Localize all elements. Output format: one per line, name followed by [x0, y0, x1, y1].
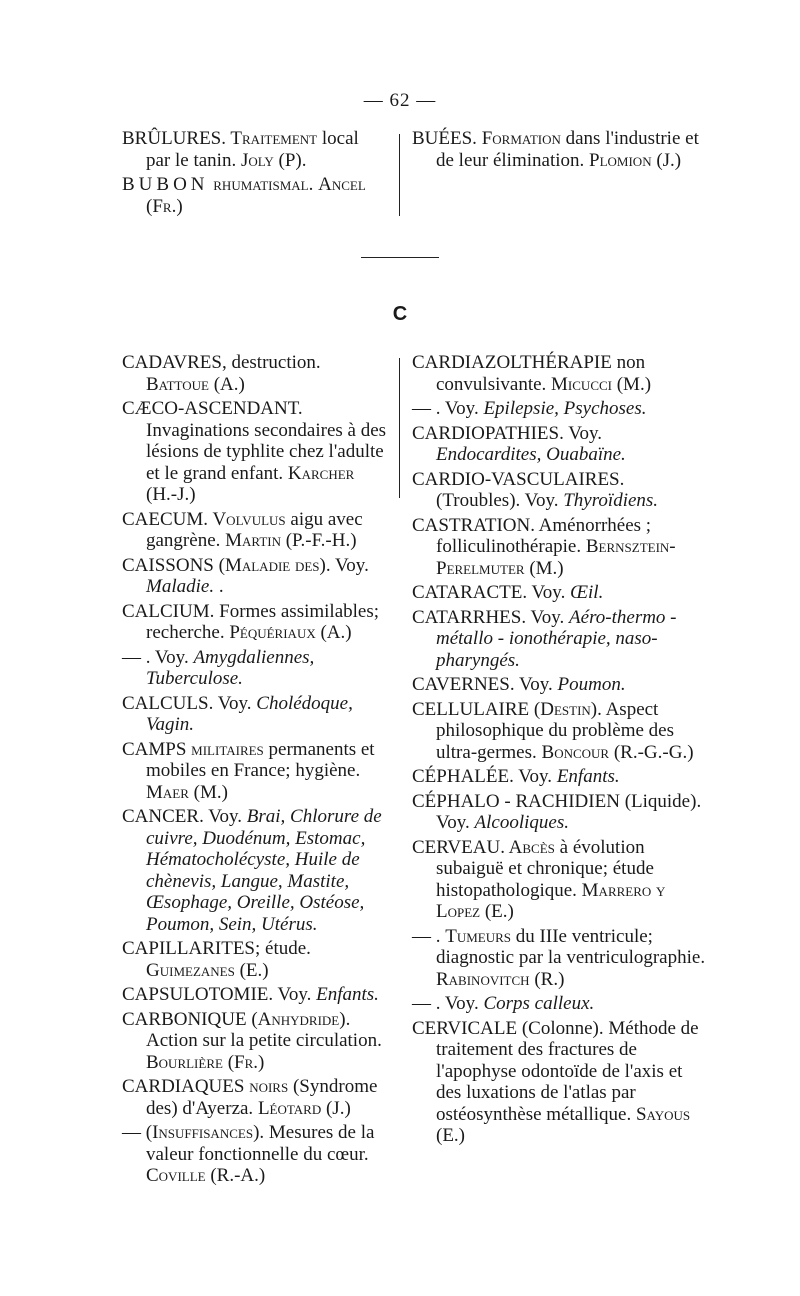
small-caps-text: Abcès [504, 836, 555, 858]
entry-text: ). Mesures de la valeur fonctionnelle du cœur. [146, 1122, 375, 1165]
entry-heading: CARDIAZOLTHÉRAPIE [412, 352, 612, 373]
index-entry [122, 984, 387, 1006]
entry-text: (H.-J.) [146, 484, 196, 505]
entry-text: . Voy. [431, 398, 484, 419]
cross-reference: Enfants. [316, 984, 379, 1005]
small-caps-text: rhumatismal. [208, 174, 314, 195]
index-entry [122, 1076, 387, 1119]
index-entry [412, 837, 712, 923]
entry-heading: CÉPHALÉE. [412, 766, 514, 787]
small-caps-text: Anhydride [257, 1008, 340, 1030]
entry-heading: CELLULAIRE [412, 698, 530, 720]
cross-reference: Thyroïdiens. [563, 490, 659, 511]
cross-reference: Epilepsie, Psychoses. [483, 398, 647, 419]
cross-reference: Endocardites, Ouabaïne. [436, 444, 626, 465]
small-caps-text: Volvulus [208, 508, 286, 530]
entry-text: (A.) [315, 622, 352, 643]
entry-heading: CERVEAU. [412, 836, 505, 858]
left-column [122, 352, 387, 1190]
entry-text: ) [176, 195, 183, 217]
right-column [412, 352, 712, 1150]
entry-text: . Voy. [141, 646, 194, 668]
entry-text: Voy. [513, 766, 557, 787]
index-entry [412, 352, 712, 395]
small-caps-text: Fr. [152, 195, 177, 217]
entry-heading: CAMPS [122, 738, 187, 760]
entry-text: (Troubles). Voy. [436, 490, 564, 511]
small-caps-text: Boncour [541, 741, 610, 763]
index-entry [412, 398, 712, 420]
entry-text: Voy. [273, 984, 317, 1005]
cross-reference: Cholédoque, Vagin. [146, 692, 353, 735]
entry-heading: CATARRHES. [412, 606, 527, 628]
small-caps-text: Maer [146, 781, 189, 803]
entry-text: (A.) [208, 373, 245, 395]
column-divider [399, 134, 400, 216]
small-caps-text: Karcher [287, 462, 355, 484]
small-caps-text: Formation [476, 128, 561, 149]
index-entry [122, 555, 387, 598]
cross-reference: Maladie. [146, 576, 215, 597]
index-entry [412, 674, 712, 696]
entry-text: ( [529, 698, 541, 720]
small-caps-text: Guimezanes [146, 959, 235, 981]
entry-heading: CAECUM. [122, 508, 209, 530]
top-right-column [412, 128, 712, 174]
entry-text: (R.-A.) [205, 1165, 266, 1186]
entry-text: (J.) [321, 1097, 351, 1119]
index-entry [412, 993, 712, 1015]
entry-heading: CAPSULOTOMIE. [122, 984, 274, 1005]
entry-text: (P.-F.-H.) [280, 530, 357, 551]
small-caps-text: Bourlière [146, 1051, 223, 1073]
entry-heading: CADAVRES, [122, 352, 227, 373]
small-caps-text: Léotard [257, 1097, 322, 1119]
small-caps-text: Micucci [551, 373, 612, 395]
entry-heading: — [122, 1122, 141, 1143]
small-caps-text: Destin [540, 698, 591, 720]
entry-text: (E.) [480, 901, 514, 922]
index-entry [122, 509, 387, 552]
entry-heading: CAVERNES. [412, 674, 515, 695]
top-left-column [122, 128, 387, 220]
entry-heading: CANCER. [122, 806, 204, 827]
small-caps-text: Sayous [635, 1103, 691, 1125]
entry-text: du IIIe ventricule; diagnostic par la ventriculographie. [436, 925, 706, 968]
entry-text: . [431, 925, 446, 947]
small-caps-text: Plomion [589, 149, 652, 171]
cross-reference: Œil. [570, 582, 604, 603]
entry-heading: CARDIOPATHIES. [412, 422, 564, 444]
entry-heading: CALCULS. [122, 692, 214, 714]
cross-reference: Poumon. [557, 674, 626, 695]
entry-text: (Syndrome des) d'Ayerza. [146, 1076, 378, 1119]
entry-heading: CAPILLARITES; [122, 938, 261, 959]
entry-heading: CALCIUM. [122, 600, 215, 622]
entry-heading: — [412, 925, 431, 947]
entry-heading: BUÉES. [412, 128, 477, 149]
small-caps-text: Joly [240, 149, 274, 171]
entry-text: Aménorrhées ; folliculinothérapie. [436, 514, 652, 557]
index-entry [412, 128, 712, 171]
index-entry [412, 582, 712, 604]
entry-text: à évolution subaiguë et chronique; étude histopathologique. [436, 836, 654, 901]
index-entry [122, 601, 387, 644]
small-caps-text: noirs [244, 1076, 289, 1097]
entry-text: Voy. [514, 674, 558, 695]
small-caps-text: Marrero y Lopez [436, 879, 666, 922]
small-caps-text: Traitement [226, 128, 318, 149]
entry-text: ). Voy. [319, 554, 369, 576]
entry-text: (E.) [234, 959, 269, 981]
entry-heading: CARDIO-VASCULAIRES. [412, 468, 625, 490]
index-entry [122, 128, 387, 171]
small-caps-text: Péquériaux [229, 622, 316, 643]
entry-text: ). Aspect philosophique du problème des ultra-germes. [436, 698, 674, 763]
entry-text: ( [146, 195, 153, 217]
section-rule [361, 257, 439, 258]
small-caps-text: Maladie des [224, 554, 320, 576]
entry-heading: — [412, 993, 431, 1014]
entry-text: (M.) [524, 557, 564, 579]
page-number: — 62 — [363, 90, 437, 111]
entry-text: (M.) [188, 781, 228, 803]
entry-text: (M.) [611, 373, 652, 395]
small-caps-text: Bernsztein-Perelmuter [436, 536, 676, 579]
entry-text: étude. [260, 938, 311, 959]
entry-text: Voy. [213, 692, 257, 714]
index-entry [122, 693, 387, 736]
entry-text: . Voy. [431, 993, 484, 1014]
entry-heading: CASTRATION. [412, 514, 535, 536]
entry-text: . [214, 576, 224, 597]
index-entry [122, 938, 387, 981]
entry-text: Formes assimilables; recherche. [146, 600, 380, 643]
entry-text: dans l'industrie et de leur élimination. [436, 128, 699, 171]
entry-heading: CÆCO-ASCENDANT. [122, 398, 303, 419]
small-caps-text: Fr. [234, 1051, 259, 1073]
entry-text: Voy. [526, 606, 570, 628]
small-caps-text: Coville [146, 1165, 206, 1186]
index-entry [122, 647, 387, 690]
entry-heading: CAISSONS [122, 554, 214, 576]
index-entry [412, 791, 712, 834]
entry-text: ( [141, 1122, 153, 1143]
entry-text: ) [258, 1051, 265, 1073]
index-entry [412, 607, 712, 672]
index-entry [412, 1018, 712, 1147]
entry-heading: CATARACTE. [412, 582, 528, 603]
index-entry [122, 739, 387, 804]
entry-text: ( [213, 554, 225, 576]
small-caps-text: Martin [225, 530, 281, 551]
entry-heading: CERVICALE [412, 1017, 518, 1039]
cross-reference: Corps calleux. [483, 993, 595, 1014]
entry-heading: — [122, 646, 141, 668]
index-entry [412, 699, 712, 764]
entry-text: (J.) [651, 149, 682, 171]
entry-heading: — [412, 398, 431, 419]
column-divider [399, 358, 400, 498]
entry-text: Invaginations secondaires à des lésions de typhlite chez l'adulte et le grand enfant. [146, 419, 387, 484]
small-caps-text: militaires [186, 738, 264, 760]
entry-text: Voy. [203, 806, 247, 827]
index-entry [412, 423, 712, 466]
entry-text: (E.) [436, 1125, 466, 1146]
entry-text: Voy. [527, 582, 571, 603]
cross-reference: Aéro-thermo - métallo - ionothérapie, naso-pharyngés. [436, 606, 677, 671]
entry-text: ( [222, 1051, 235, 1073]
index-entry [122, 174, 387, 217]
entry-text: local par le tanin. [146, 128, 359, 171]
entry-text: aigu avec gangrène. [146, 508, 363, 551]
index-entry [412, 926, 712, 991]
cross-reference: Alcooliques. [474, 812, 569, 833]
index-entry [122, 398, 387, 506]
section-letter: C [392, 303, 408, 325]
entry-text: (R.) [529, 968, 565, 990]
entry-heading: CARDIAQUES [122, 1076, 245, 1097]
small-caps-text: Rabinovitch [436, 968, 530, 990]
index-entry [412, 515, 712, 580]
entry-text: ( [246, 1008, 258, 1030]
index-entry [412, 469, 712, 512]
index-entry [122, 1009, 387, 1074]
index-entry [412, 766, 712, 788]
entry-text: non convulsivante. [436, 352, 646, 395]
index-entry [122, 1122, 387, 1187]
entry-text: destruction. [226, 352, 321, 373]
entry-text: permanents et mobiles en France; hygiène. [146, 738, 375, 781]
cross-reference: Brai, Chlorure de cuivre, Duodénum, Estomac, Hématocholécyste, Huile de chènevis, Langue, Mastite, Œsophage, Oreille, Ostéose, Poumon, Sein, Utérus. [146, 806, 382, 935]
entry-text: (Colonne). Méthode de traitement des fractures de l'apophyse odontoïde de l'axis et des luxations de l'atlas par ostéosynthèse métallique. [436, 1017, 699, 1125]
cross-reference: Enfants. [556, 766, 620, 787]
entry-text: (Liquide). Voy. [436, 790, 702, 833]
small-caps-text: Tumeurs [445, 925, 512, 947]
index-entry [122, 806, 387, 935]
entry-heading: BRÛLURES. [122, 128, 226, 149]
small-caps-text: Insuffisances [152, 1122, 254, 1143]
entry-heading: CÉPHALO - RACHIDIEN [412, 790, 620, 812]
entry-text: ). Action sur la petite circulation. [146, 1008, 382, 1051]
small-caps-text: Ancel [318, 174, 366, 195]
entry-text: Voy. [563, 422, 603, 444]
index-entry [122, 352, 387, 395]
entry-heading: CARBONIQUE [122, 1008, 247, 1030]
entry-heading: BUBON [122, 174, 209, 195]
cross-reference: Amygdaliennes, Tuberculose. [146, 646, 315, 689]
entry-text: (P). [273, 149, 307, 171]
small-caps-text: Battoue [146, 373, 209, 395]
entry-text: (R.-G.-G.) [609, 741, 694, 763]
